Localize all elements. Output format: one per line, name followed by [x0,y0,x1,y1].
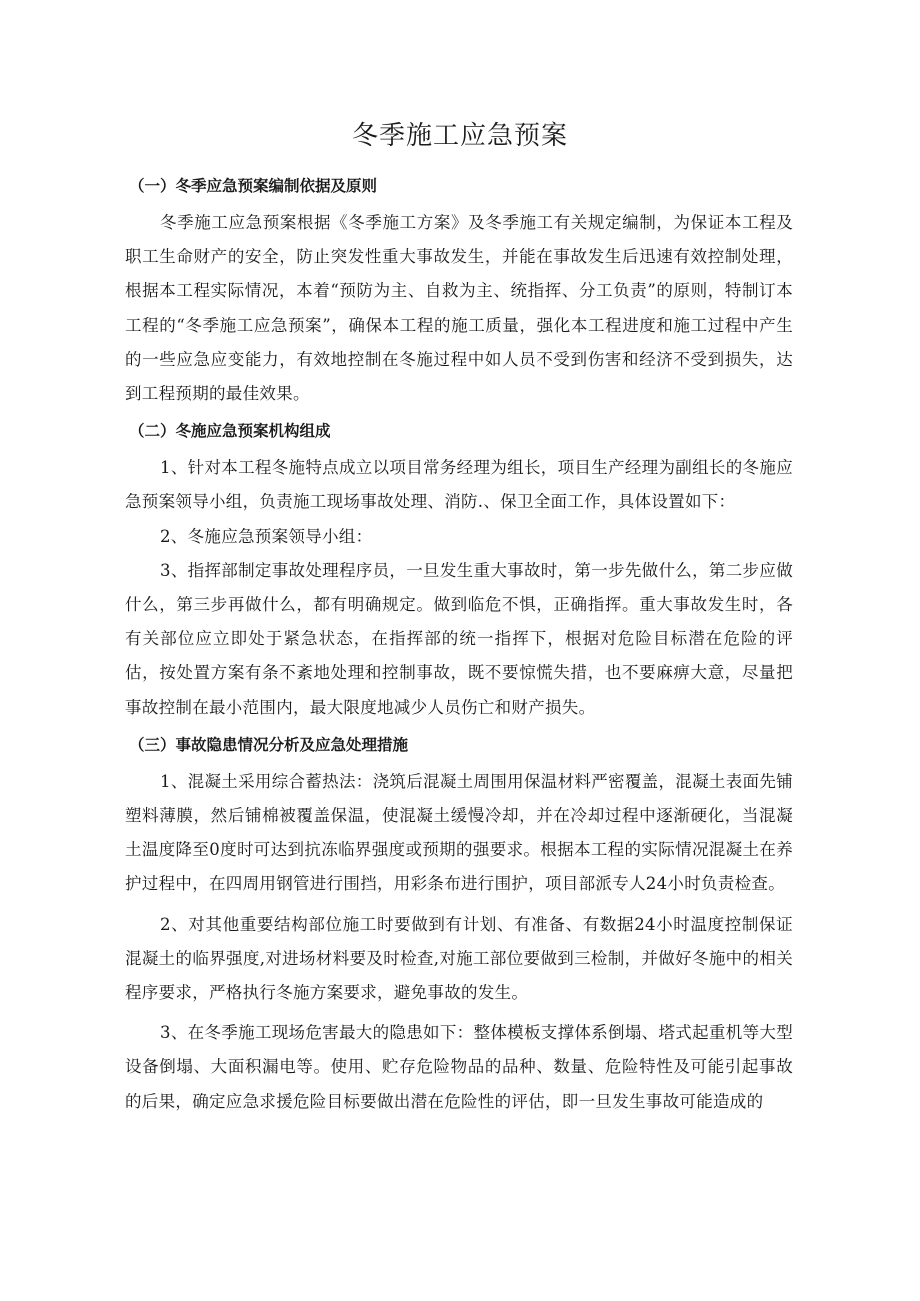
section-2 [125,417,793,725]
document-body [125,172,793,1119]
paragraph: 2、对其他重要结构部位施工时要做到有计划、有准备、有数据24小时温度控制保证混凝土的临界强度,对进场材料要及时检查,对施工部位要做到三检制，并做好冬施中的相关程序要求，严格执行冬施方案要求，避免事故的发生。 [125,914,793,1003]
section-heading: （三）事故隐患情况分析及应急处理措施 [129,735,409,754]
paragraph: 3、指挥部制定事故处理程序员，一旦发生重大事故时，第一步先做什么，第二步应做什么，第三步再做什么，都有明确规定。做到临危不惧，正确指挥。重大事故发生时，各有关部位应立即处于紧急状态，在指挥部的统一指挥下，根据对危险目标潜在危险的评估，按处置方案有条不紊地处理和控制事故，既不要惊慌失措，也不要麻痹大意，尽量把事故控制在最小范围内，最大限度地减少人员伤亡和财产损失。 [125,560,793,717]
paragraph: 1、混凝土采用综合蓄热法：浇筑后混凝土周围用保温材料严密覆盖，混凝土表面先铺塑料薄膜，然后铺棉被覆盖保温，使混凝土缓慢冷却，并在冷却过程中逐渐硬化，当混凝土温度降至0度时可达到抗冻临界强度或预期的强要求。根据本工程的实际情况混凝土在养护过程中，在四周用钢管进行围挡，用彩条布进行围护，项目部派专人24小时负责检查。 [125,771,793,894]
document-title: 冬季施工应急预案 [351,121,568,151]
paragraph: 3、在冬季施工现场危害最大的隐患如下：整体模板支撑体系倒塌、塔式起重机等大型设备倒塌、大面积漏电等。使用、贮存危险物品的品种、数量、危险特性及可能引起事故的后果，确定应急求援危险目标要做出潜在危险性的评估，即一旦发生事故可能造成的 [125,1023,793,1111]
paragraph: 1、针对本工程冬施特点成立以项目常务经理为组长，项目生产经理为副组长的冬施应急预案领导小组，负责施工现场事故处理、消防.、保卫全面工作，具体设置如下： [125,458,793,512]
section-3 [125,731,793,1119]
paragraph: 2、冬施应急预案领导小组： [160,526,373,546]
section-heading: （二）冬施应急预案机构组成 [129,422,331,441]
section-heading: （一）冬季应急预案编制依据及原则 [129,177,378,195]
paragraph: 冬季施工应急预案根据《冬季施工方案》及冬季施工有关规定编制，为保证本工程及职工生命财产的安全，防止突发性重大事故发生，并能在事故发生后迅速有效控制处理，根据本工程实际情况，本着“预防为主、自救为主、统指挥、分工负责”的原则，特制订本工程的“冬季施工应急预案”，确保本工程的施工质量，强化本工程进度和施工过程中产生的一些应急应变能力，有效地控制在冬施过程中如人员不受到伤害和经济不受到损失，达到工程预期的最佳效果。 [125,213,793,404]
section-1 [125,172,793,411]
